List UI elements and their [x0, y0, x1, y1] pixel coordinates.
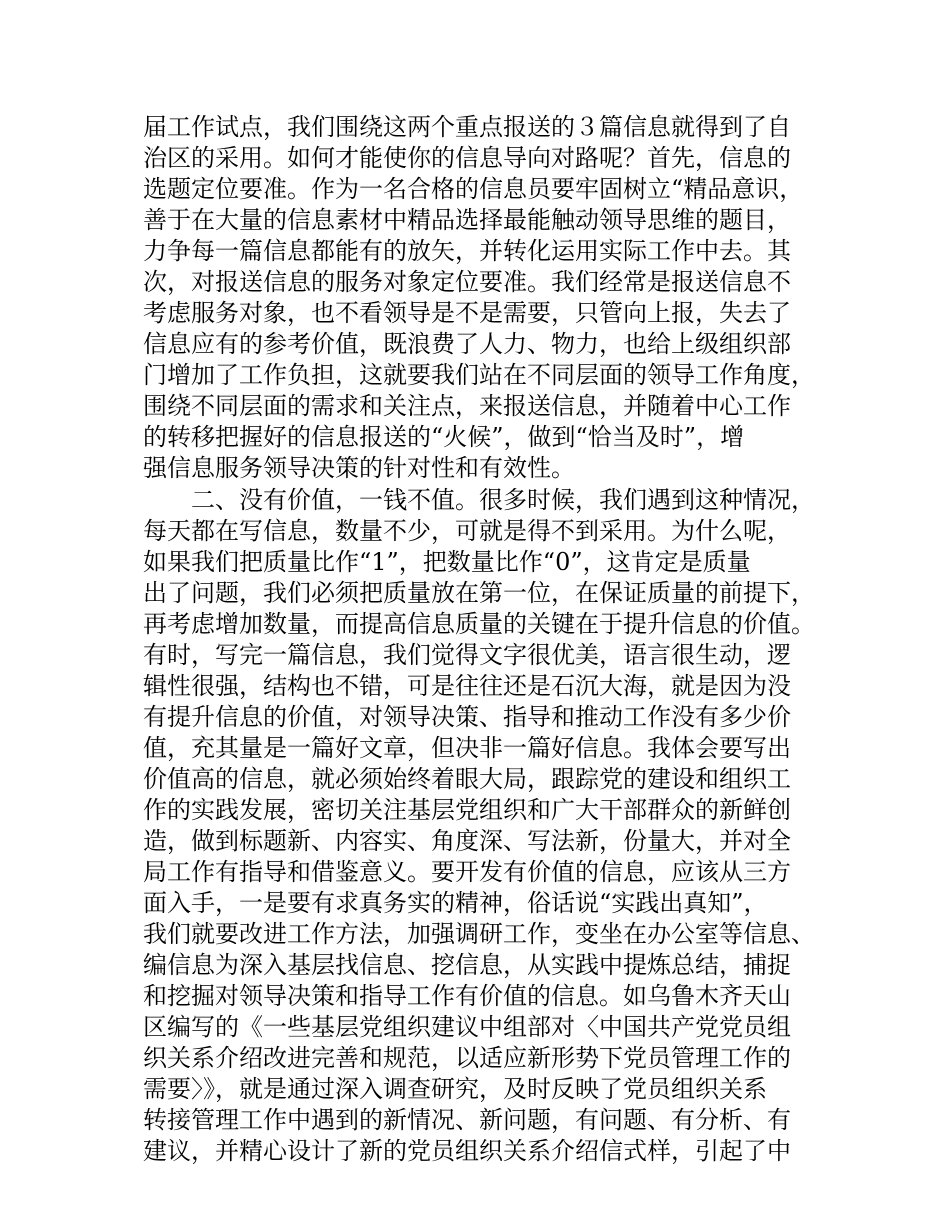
text-line: 善于在大量的信息素材中精品选择最能触动领导思维的题目， [143, 206, 791, 234]
text-line: 每天都在写信息，数量不少，可就是得不到采用。为什么呢， [143, 517, 791, 545]
text-line: 有时，写完一篇信息，我们觉得文字很优美，语言很生动，逻 [143, 641, 791, 669]
text-line: 治区的采用。如何才能使你的信息导向对路呢？首先，信息的 [143, 144, 791, 172]
text-line: 的转移把握好的信息报送的“火候”，做到“恰当及时”，增 [143, 423, 745, 451]
text-line: 次，对报送信息的服务对象定位要准。我们经常是报送信息不 [143, 268, 791, 296]
text-line: 信息应有的参考价值，既浪费了人力、物力，也给上级组织部 [143, 330, 791, 358]
text-line: 造，做到标题新、内容实、角度深、写法新，份量大，并对全 [143, 827, 791, 855]
text-line: 再考虑增加数量，而提高信息质量的关键在于提升信息的价值。 [143, 610, 815, 638]
text-line: 建议，并精心设计了新的党员组织关系介绍信式样，引起了中 [143, 1137, 791, 1165]
text-line: 如果我们把质量比作“1”，把数量比作“0”，这肯定是质量 [143, 548, 751, 576]
text-line: 需要〉》，就是通过深入调查研究，及时反映了党员组织关系 [143, 1075, 767, 1103]
text-line: 编信息为深入基层找信息、挖信息，从实践中提炼总结，捕捉 [143, 951, 791, 979]
text-line: 围绕不同层面的需求和关注点，来报送信息，并随着中心工作 [143, 392, 791, 420]
text-line: 价值高的信息，就必须始终着眼大局，跟踪党的建设和组织工 [143, 765, 791, 793]
text-line: 辑性很强，结构也不错，可是往往还是石沉大海，就是因为没 [143, 672, 791, 700]
text-line: 我们就要改进工作方法，加强调研工作，变坐在办公室等信息、 [143, 920, 815, 948]
text-line: 转接管理工作中遇到的新情况、新问题，有问题、有分析、有 [143, 1106, 791, 1134]
text-line: 作的实践发展，密切关注基层党组织和广大干部群众的新鲜创 [143, 796, 791, 824]
text-line: 力争每一篇信息都能有的放矢，并转化运用实际工作中去。其 [143, 237, 791, 265]
text-line: 和挖掘对领导决策和指导工作有价值的信息。如乌鲁木齐天山 [143, 982, 791, 1010]
paragraph-2 [143, 485, 823, 1167]
text-line: 有提升信息的价值，对领导决策、指导和推动工作没有多少价 [143, 703, 791, 731]
text-line: 门增加了工作负担，这就要我们站在不同层面的领导工作角度， [143, 361, 815, 389]
text-line: 织关系介绍改进完善和规范，以适应新形势下党员管理工作的 [143, 1044, 791, 1072]
text-line: 局工作有指导和借鉴意义。要开发有价值的信息，应该从三方 [143, 858, 791, 886]
text-line: 届工作试点，我们围绕这两个重点报送的３篇信息就得到了自 [143, 113, 791, 141]
text-line: 二、没有价值，一钱不值。很多时候，我们遇到这种情况， [143, 486, 815, 514]
text-line: 面入手，一是要有求真务实的精神，俗话说“实践出真知”， [143, 889, 768, 917]
paragraph-1 [143, 112, 823, 484]
text-line: 区编写的《一些基层党组织建议中组部对〈中国共产党党员组 [143, 1013, 791, 1041]
text-line: 出了问题，我们必须把质量放在第一位，在保证质量的前提下， [143, 579, 815, 607]
text-line: 值，充其量是一篇好文章，但决非一篇好信息。我体会要写出 [143, 734, 791, 762]
text-line: 强信息服务领导决策的针对性和有效性。 [143, 454, 575, 482]
text-line: 选题定位要准。作为一名合格的信息员要牢固树立“精品意识， [143, 175, 804, 203]
text-line: 考虑服务对象，也不看领导是不是需要，只管向上报，失去了 [143, 299, 791, 327]
